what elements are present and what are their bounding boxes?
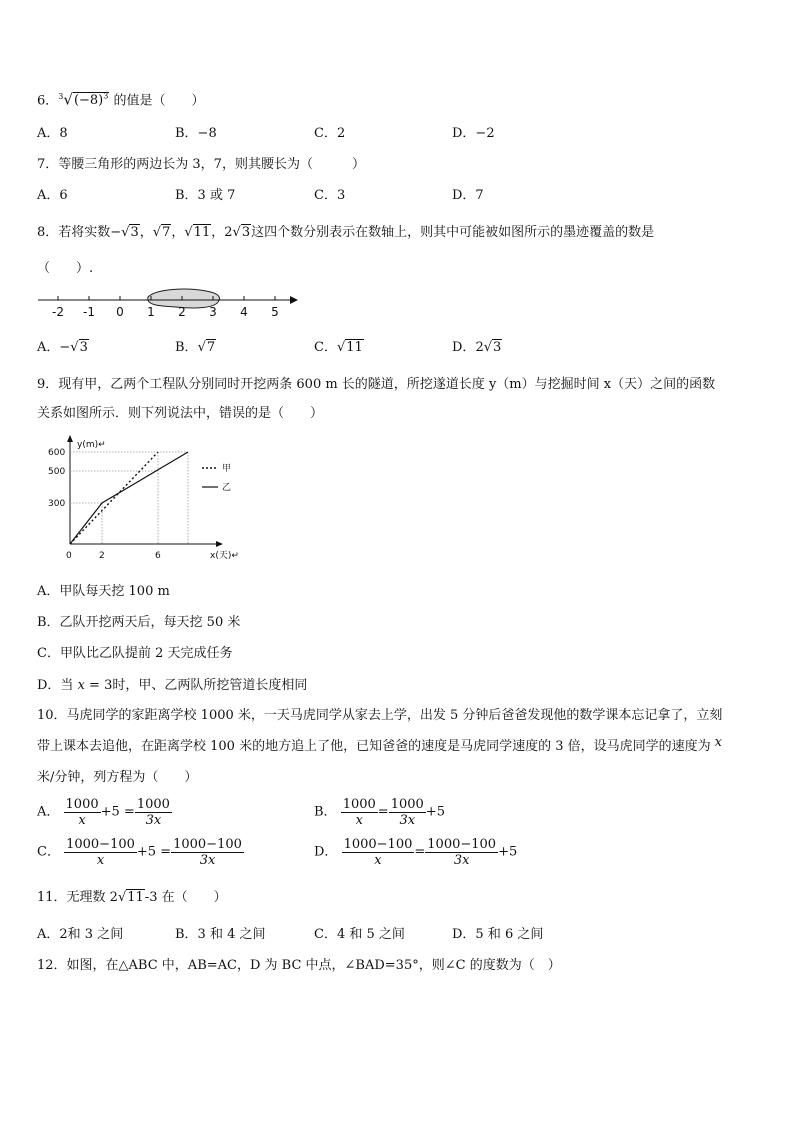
q8-paren: （ ）. [37,261,94,276]
q6-number: 6． [37,93,59,109]
q6-radical-index: 3 [58,92,64,101]
q10-stem-line1: 10．马虎同学的家距离学校 1000 米，一天马虎同学从家去上学，出发 5 分钟后爸爸发现他的数学课本忘记拿了，立刻 [37,708,723,723]
q11-option-c[interactable]: C．4 和 5 之间 [314,927,405,942]
y-axis-label: y(m)↵ [77,440,106,450]
q9-graph [40,432,250,570]
y-tick-500: 500 [48,467,66,477]
y-tick-600: 600 [48,448,66,458]
q8-option-c[interactable]: C．√11 [314,340,363,355]
axis-tick-label: 5 [271,305,279,319]
radical-icon: √ [197,340,206,355]
q8-radicand-3: 11 [193,225,211,240]
q8-option-a[interactable]: A．−√3 [37,340,88,355]
q10-option-c[interactable]: C． $\frac{1000-100}{x}$ +5 = $\frac{1000-100}{3x}$ [37,837,242,868]
q8-radicand-4: 3 [241,225,251,240]
q7-option-d[interactable]: D．7 [452,188,484,203]
q11-post: -3 在（ ） [144,890,227,905]
x-tick-2: 2 [99,551,105,561]
q9-stem-line1: 9．现有甲，乙两个工程队分别同时开挖两条 600 m 长的隧道，所挖遂道长度 y（m）与挖掘时间 x（天）之间的函数 [37,377,716,392]
q9-option-d[interactable]: D．当 x = 3时，甲、乙两队所挖管道长度相同 [37,678,308,693]
q11-option-d[interactable]: D．5 和 6 之间 [452,927,544,942]
axis-tick-label: 0 [116,305,124,319]
x-tick-6: 6 [155,551,161,561]
q6-option-b[interactable]: B．−8 [175,126,217,141]
axis-tick-label: 2 [178,305,186,319]
radical-icon: √ [336,340,346,355]
radical-icon: √ [184,225,193,240]
radical-icon: √ [117,890,127,905]
q8-sep: ， [171,225,185,240]
q10-stem-line3: 米/分钟，列方程为（ ） [37,770,198,785]
q8-radicand-1: 3 [130,225,139,240]
legend-yi-label: 乙 [222,483,232,493]
q8-option-b[interactable]: B．√7 [175,340,216,355]
q8-stem [37,224,654,242]
origin-label: 0 [66,551,72,561]
axis-arrow-icon [290,296,298,304]
axis-tick-label: 4 [240,305,248,319]
q9-stem-line2: 关系如图所示．则下列说法中，错误的是（ ） [37,406,324,421]
series-jia-dotted [70,452,158,544]
y-axis-arrow-icon [67,435,73,442]
q10-option-a[interactable]: A． $\frac{1000}{x}$ +5 = $\frac{1000}{3x}$ [37,797,170,828]
q6-option-d[interactable]: D．−2 [452,126,495,141]
q6-stem [37,88,204,110]
q6-option-a[interactable]: A．8 [37,126,68,141]
q8-option-d[interactable]: D．2√3 [452,340,502,355]
radical-icon: √ [152,225,162,240]
series-yi-solid [70,452,188,544]
q11-option-a[interactable]: A．2和 3 之间 [37,927,124,942]
q11-pre: 11．无理数 2 [37,890,118,905]
x-axis-arrow-icon [216,541,223,547]
radical-icon: √ [70,340,79,355]
q7-stem: 7．等腰三角形的两边长为 3，7，则其腰长为（ ） [37,157,365,172]
q10-stem-line2: 带上课本去追他，在距离学校 100 米的地方追上了他，已知爸爸的速度是马虎同学速度的 3 倍，设马虎同学的速度为 x [37,735,722,754]
axis-tick-label: -2 [52,305,64,319]
q10-option-b[interactable]: B． $\frac{1000}{x}$ = $\frac{1000}{3x}$ +5 [314,797,445,828]
q8-sep: ， [211,225,225,240]
q12-stem: 12．如图，在△ABC 中，AB=AC，D 为 BC 中点，∠BAD=35°，则∠C 的度数为（ ） [37,958,561,973]
q7-option-b[interactable]: B．3 或 7 [175,188,236,203]
q8-radicand-2: 7 [162,225,171,240]
q9-option-c[interactable]: C．甲队比乙队提前 2 天完成任务 [37,646,233,661]
q9-option-b[interactable]: B．乙队开挖两天后，每天挖 50 米 [37,615,241,630]
q8-number-line [36,285,306,325]
y-tick-300: 300 [48,499,66,509]
legend-jia-label: 甲 [222,464,232,474]
radical-icon: √ [483,340,493,355]
q8-prefix: 8．若将实数 [37,225,111,240]
q10-option-d[interactable]: D． $\frac{1000-100}{x}$ = $\frac{1000-100}{3x}$ +5 [314,837,518,868]
q6-option-c[interactable]: C．2 [314,126,346,141]
radical-icon: √ [232,225,241,240]
q8-sep: ， [139,225,153,240]
q8-minus: − [110,225,122,240]
q9-option-a[interactable]: A．甲队每天挖 100 m [37,584,170,599]
axis-tick-label: 3 [209,305,217,319]
axis-tick-label: 1 [147,305,155,319]
radical-icon: √ [63,90,73,109]
q8-suffix: 这四个数分别表示在数轴上，则其中可能被如图所示的墨迹覆盖的数是 [251,225,655,240]
q6-radicand: $(-8)^3$ [73,92,109,109]
q7-option-a[interactable]: A．6 [37,188,68,203]
axis-tick-label: -1 [83,305,95,319]
q8-coef: 2 [224,225,233,240]
radical-icon: √ [121,225,130,240]
q11-stem [37,889,227,907]
x-axis-label: x(天)↵ [210,551,239,561]
q11-option-b[interactable]: B．3 和 4 之间 [175,927,266,942]
q11-radicand: 11 [127,890,144,905]
q6-question-text: 的值是（ ） [109,93,205,109]
q7-option-c[interactable]: C．3 [314,188,346,203]
